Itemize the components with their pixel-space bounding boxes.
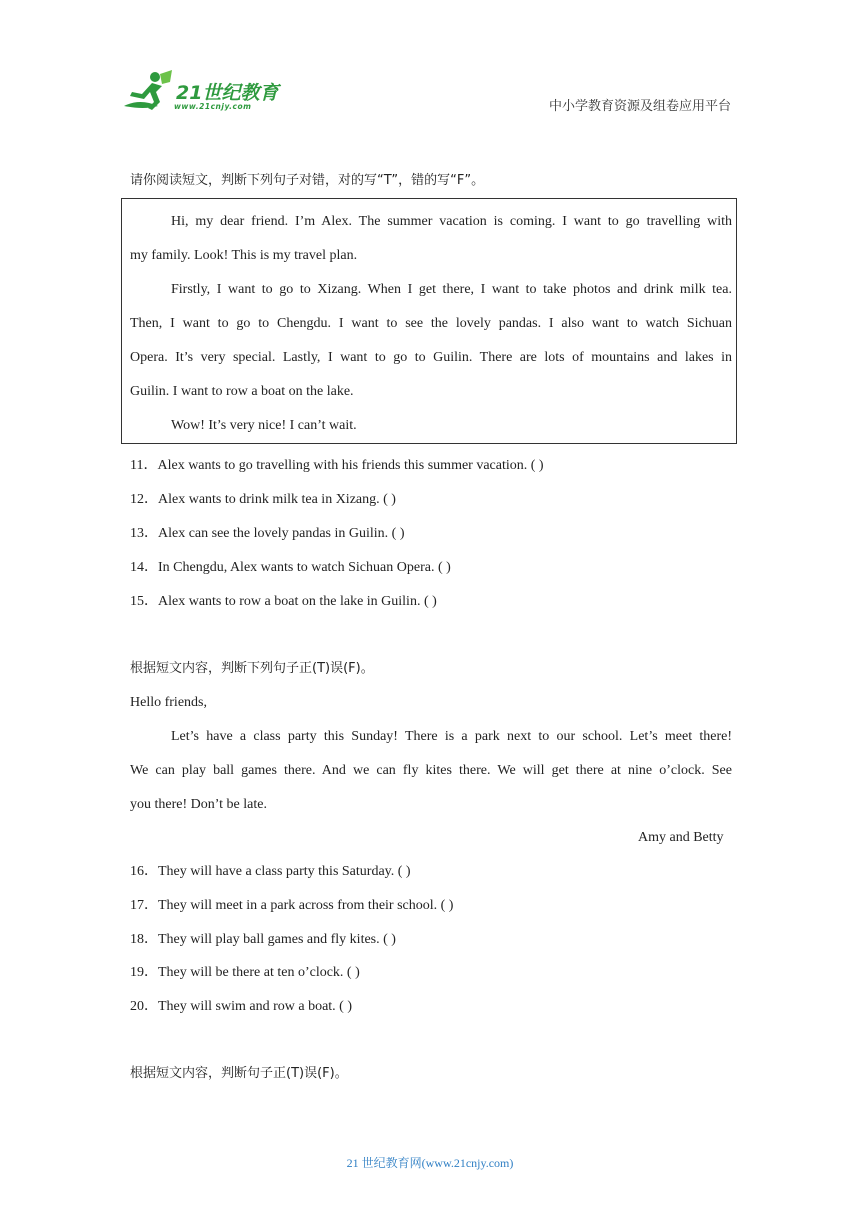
section1-instruction: 请你阅读短文，判断下列句子对错，对的写“T”，错的写“F”。: [130, 173, 485, 188]
question-text: Alex wants to drink milk tea in Xizang. ( ): [158, 492, 396, 507]
question-text: Alex wants to row a boat on the lake in Guilin. ( ): [158, 594, 437, 609]
question-text: Alex wants to go travelling with his friends this summer vacation. ( ): [157, 458, 544, 473]
letter-body-line: We can play ball games there. And we can fly kites there. We will get there at nine o’clock. See: [130, 763, 732, 778]
question-number: 16．: [130, 864, 158, 879]
question-number: 19．: [130, 965, 158, 980]
question-item: [130, 593, 437, 611]
question-number: 18．: [130, 932, 158, 947]
site-logo: [122, 68, 292, 116]
question-number: 11．: [130, 458, 158, 473]
question-text: They will swim and row a boat. ( ): [158, 999, 353, 1014]
question-item: [130, 525, 404, 543]
question-number: 15．: [130, 594, 158, 609]
question-text: They will have a class party this Saturday. ( ): [158, 864, 411, 879]
question-item: [130, 559, 451, 577]
letter-greeting: Hello friends,: [130, 695, 207, 710]
header-platform-text: 中小学教育资源及组卷应用平台: [549, 99, 732, 114]
question-text: They will meet in a park across from their school. ( ): [158, 898, 454, 913]
question-item: [130, 931, 396, 949]
question-number: 20．: [130, 999, 158, 1014]
question-number: 17．: [130, 898, 158, 913]
question-number: 13．: [130, 526, 158, 541]
letter-signature: Amy and Betty: [638, 830, 724, 845]
logo-url-text: www.21cnjy.com: [174, 102, 252, 111]
question-number: 12．: [130, 492, 158, 507]
question-item: [130, 457, 544, 475]
question-text: They will be there at ten o’clock. ( ): [158, 965, 360, 980]
letter-body-line: Let’s have a class party this Sunday! There is a park next to our school. Let’s meet there!: [171, 729, 732, 744]
page-footer: 21 世纪教育网(www.21cnjy.com): [346, 1156, 514, 1170]
passage-line: Opera. It’s very special. Lastly, I want to go to Guilin. There are lots of mountains and lakes in: [130, 350, 732, 365]
passage-line: Wow! It’s very nice! I can’t wait.: [171, 418, 357, 433]
passage-line: Guilin. I want to row a boat on the lake.: [130, 384, 354, 399]
section2-instruction: 根据短文内容，判断下列句子正(T)误(F)。: [130, 661, 374, 676]
logo-brand-text: 21世纪教育: [176, 82, 279, 104]
question-item: [130, 897, 453, 915]
question-text: Alex can see the lovely pandas in Guilin. ( ): [158, 526, 405, 541]
passage-line: Then, I want to go to Chengdu. I want to see the lovely pandas. I also want to watch Sichuan: [130, 316, 732, 331]
question-item: [130, 863, 411, 881]
passage-line: Firstly, I want to go to Xizang. When I get there, I want to take photos and drink milk tea.: [171, 282, 732, 297]
letter-body-line: you there! Don’t be late.: [130, 797, 267, 812]
runner-logo-icon: [122, 68, 174, 114]
section3-instruction: 根据短文内容，判断句子正(T)误(F)。: [130, 1066, 348, 1081]
question-item: [130, 491, 396, 509]
question-text: They will play ball games and fly kites. ( ): [158, 932, 396, 947]
question-item: [130, 998, 352, 1016]
passage-line: my family. Look! This is my travel plan.: [130, 248, 358, 263]
question-number: 14．: [130, 560, 158, 575]
question-text: In Chengdu, Alex wants to watch Sichuan Opera. ( ): [158, 560, 451, 575]
question-item: [130, 964, 360, 982]
passage-line: Hi, my dear friend. I’m Alex. The summer vacation is coming. I want to go travelling with: [171, 214, 732, 229]
